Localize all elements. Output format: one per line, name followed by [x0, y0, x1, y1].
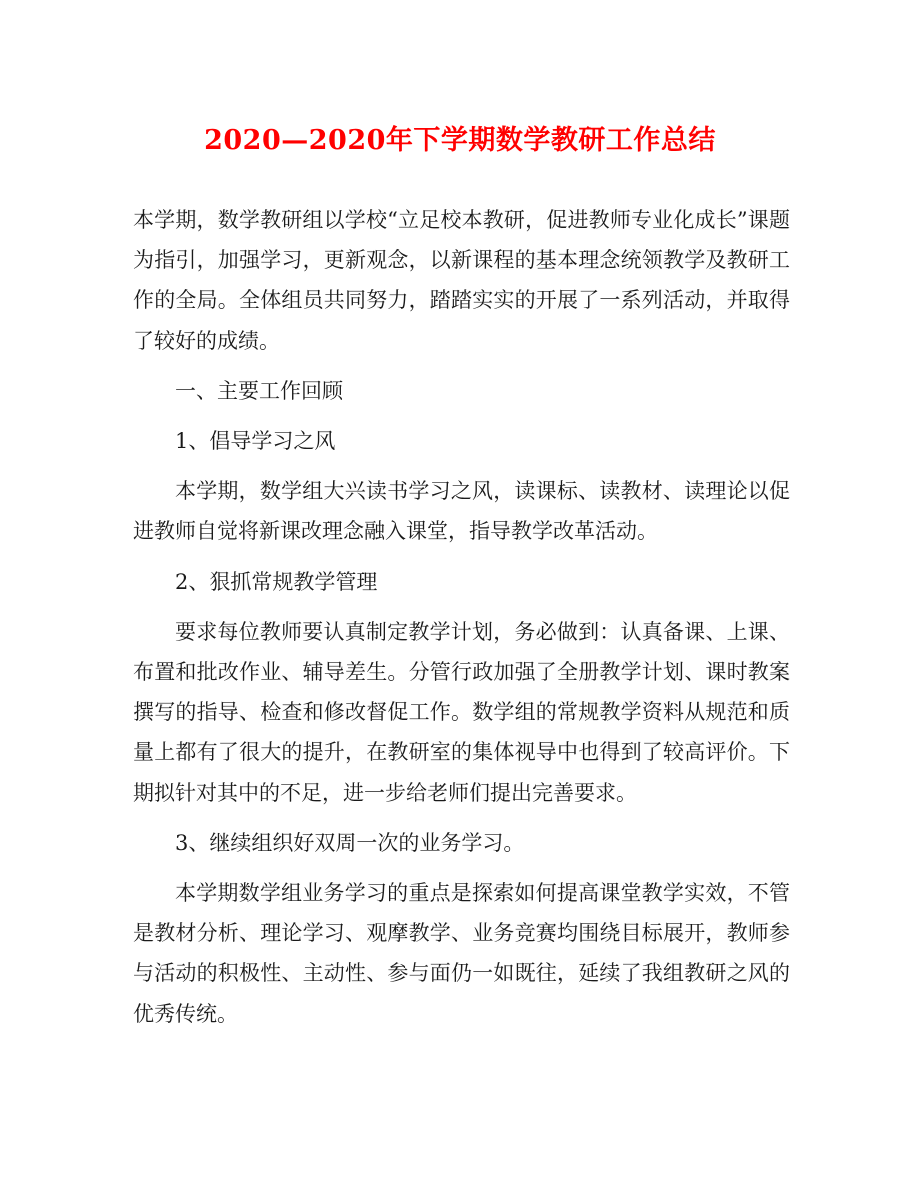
paragraph-study: 本学期数学组业务学习的重点是探索如何提高课堂教学实效，不管是教材分析、理论学习、观摩教学、业务竞赛均围绕目标展开，教师参与活动的积极性、主动性、参与面仍一如既往，延续了我组教研之风的优秀传统。: [133, 881, 790, 1026]
document-body: [133, 200, 790, 1044]
paragraph-intro: 本学期，数学教研组以学校“立足校本教研，促进教师专业化成长”课题为指引，加强学习，更新观念，以新课程的基本理念统领教学及教研工作的全局。全体组员共同努力，踏踏实实的开展了一系列活动，并取得了较好的成绩。: [133, 208, 790, 353]
subheading-study: 3、继续组织好双周一次的业务学习。: [175, 830, 525, 855]
subheading-management: 2、狠抓常规教学管理: [175, 569, 378, 594]
paragraph-management: 要求每位教师要认真制定教学计划，务必做到：认真备课、上课、布置和批改作业、辅导差生。分管行政加强了全册教学计划、课时教案撰写的指导、检查和修改督促工作。数学组的常规教学资料从规范和质量上都有了很大的提升，在教研室的集体视导中也得到了较高评价。下期拟针对其中的不足，进一步给老师们提出完善要求。: [133, 619, 790, 805]
document-title: 2020—2020年下学期数学教研工作总结: [204, 125, 716, 156]
paragraph-learning: 本学期，数学组大兴读书学习之风，读课标、读教材、读理论以促进教师自觉将新课改理念融入课堂，指导教学改革活动。: [133, 479, 790, 544]
section-heading-review: 一、主要工作回顾: [175, 378, 343, 403]
subheading-learning: 1、倡导学习之风: [175, 429, 336, 454]
